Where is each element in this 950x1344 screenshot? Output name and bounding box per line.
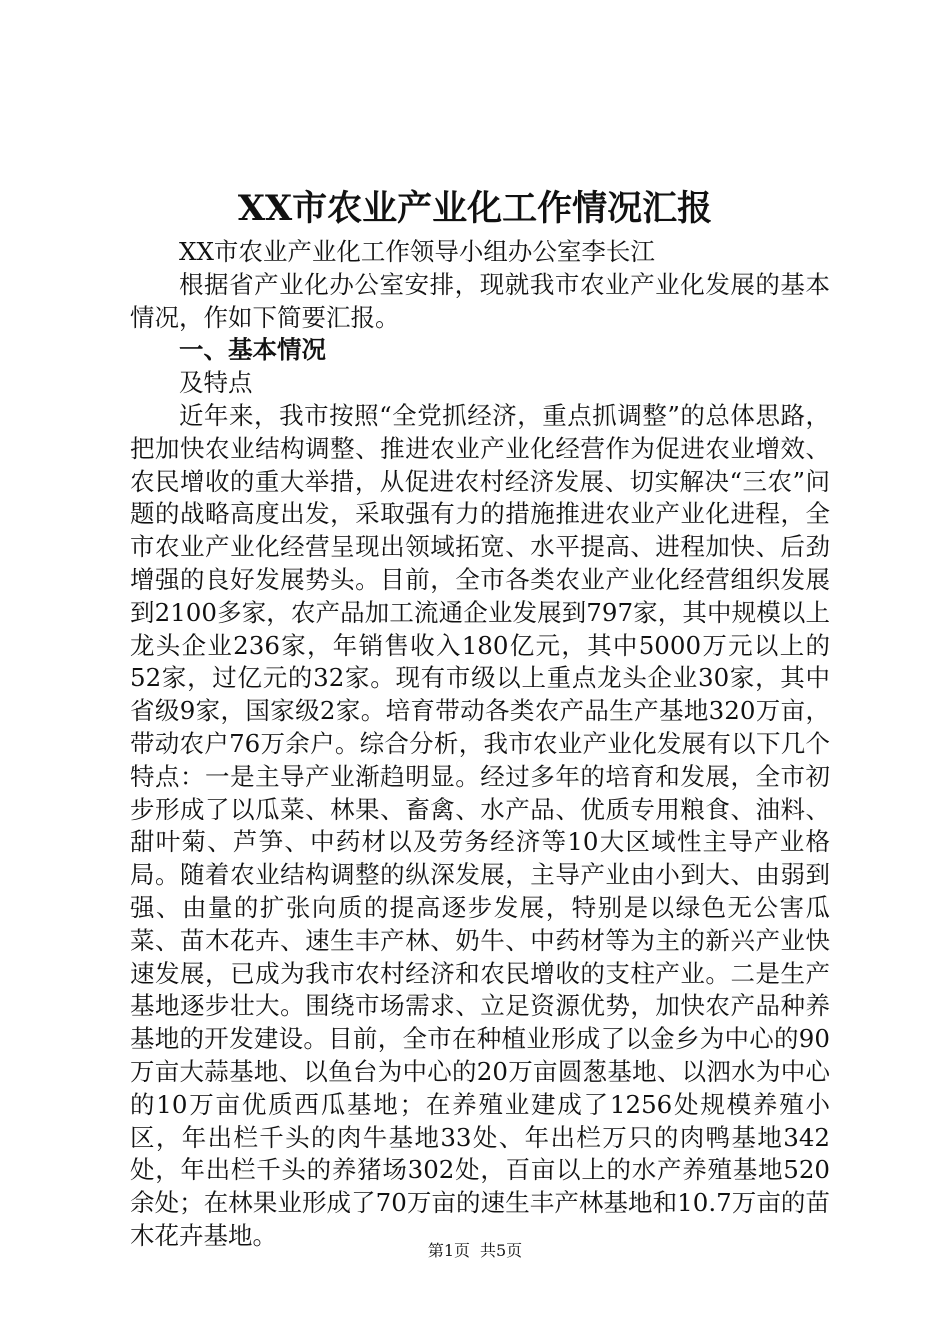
body-paragraph: 近年来，我市按照“全党抓经济，重点抓调整”的总体思路，把加快农业结构调整、推进农业产业化经营作为促进农业增效、农民增收的重大举措，从促进农村经济发展、切实解决“三农”问题的战略高度出发，采取强有力的措施推进农业产业化进程，全市农业产业化经营呈现出领域拓宽、水平提高、进程加快、后劲增强的良好发展势头。目前，全市各类农业产业化经营组织发展到2100多家，农产品加工流通企业发展到797家，其中规模以上龙头企业236家，年销售收入180亿元，其中5000万元以上的52家，过亿元的32家。现有市级以上重点龙头企业30家，其中省级9家，国家级2家。培育带动各类农产品生产基地320万亩，带动农户76万余户。综合分析，我市农业产业化发展有以下几个特点：一是主导产业渐趋明显。经过多年的培育和发展，全市初步形成了以瓜菜、林果、畜禽、水产品、优质专用粮食、油料、甜叶菊、芦笋、中药材以及劳务经济等10大区域性主导产业格局。随着农业结构调整的纵深发展，主导产业由小到大、由弱到强、由量的扩张向质的提高逐步发展，特别是以绿色无公害瓜菜、苗木花卉、速生丰产林、奶牛、中药材等为主的新兴产业快速发展，已成为我市农村经济和农民增收的支柱产业。二是生产基地逐步壮大。围绕市场需求、立足资源优势，加快农产品种养基地的开发建设。目前，全市在种植业形成了以金乡为中心的90万亩大蒜基地、以鱼台为中心的20万亩圆葱基地、以泗水为中心的10万亩优质西瓜基地；在养殖业建成了1256处规模养殖小区，年出栏千头的肉牛基地33处、年出栏万只的肉鸭基地342处，年出栏千头的养猪场302处，百亩以上的水产养殖基地520余处；在林果业形成了70万亩的速生丰产林基地和10.7万亩的苗木花卉基地。 (130, 400, 830, 1250)
intro-paragraph: 根据省产业化办公室安排，现就我市农业产业化发展的基本情况，作如下简要汇报。 (130, 269, 830, 332)
page-number-total: 共5页 (480, 1241, 523, 1260)
page-footer (0, 1240, 950, 1262)
section-subheading: 及特点 (179, 368, 253, 398)
document-title: XX市农业产业化工作情况汇报 (237, 188, 713, 229)
page-number-current: 第1页 (427, 1241, 470, 1260)
section-heading: 一、基本情况 (179, 335, 326, 365)
document-body (130, 236, 830, 1253)
author-line: XX市农业产业化工作领导小组办公室李长江 (179, 237, 655, 266)
